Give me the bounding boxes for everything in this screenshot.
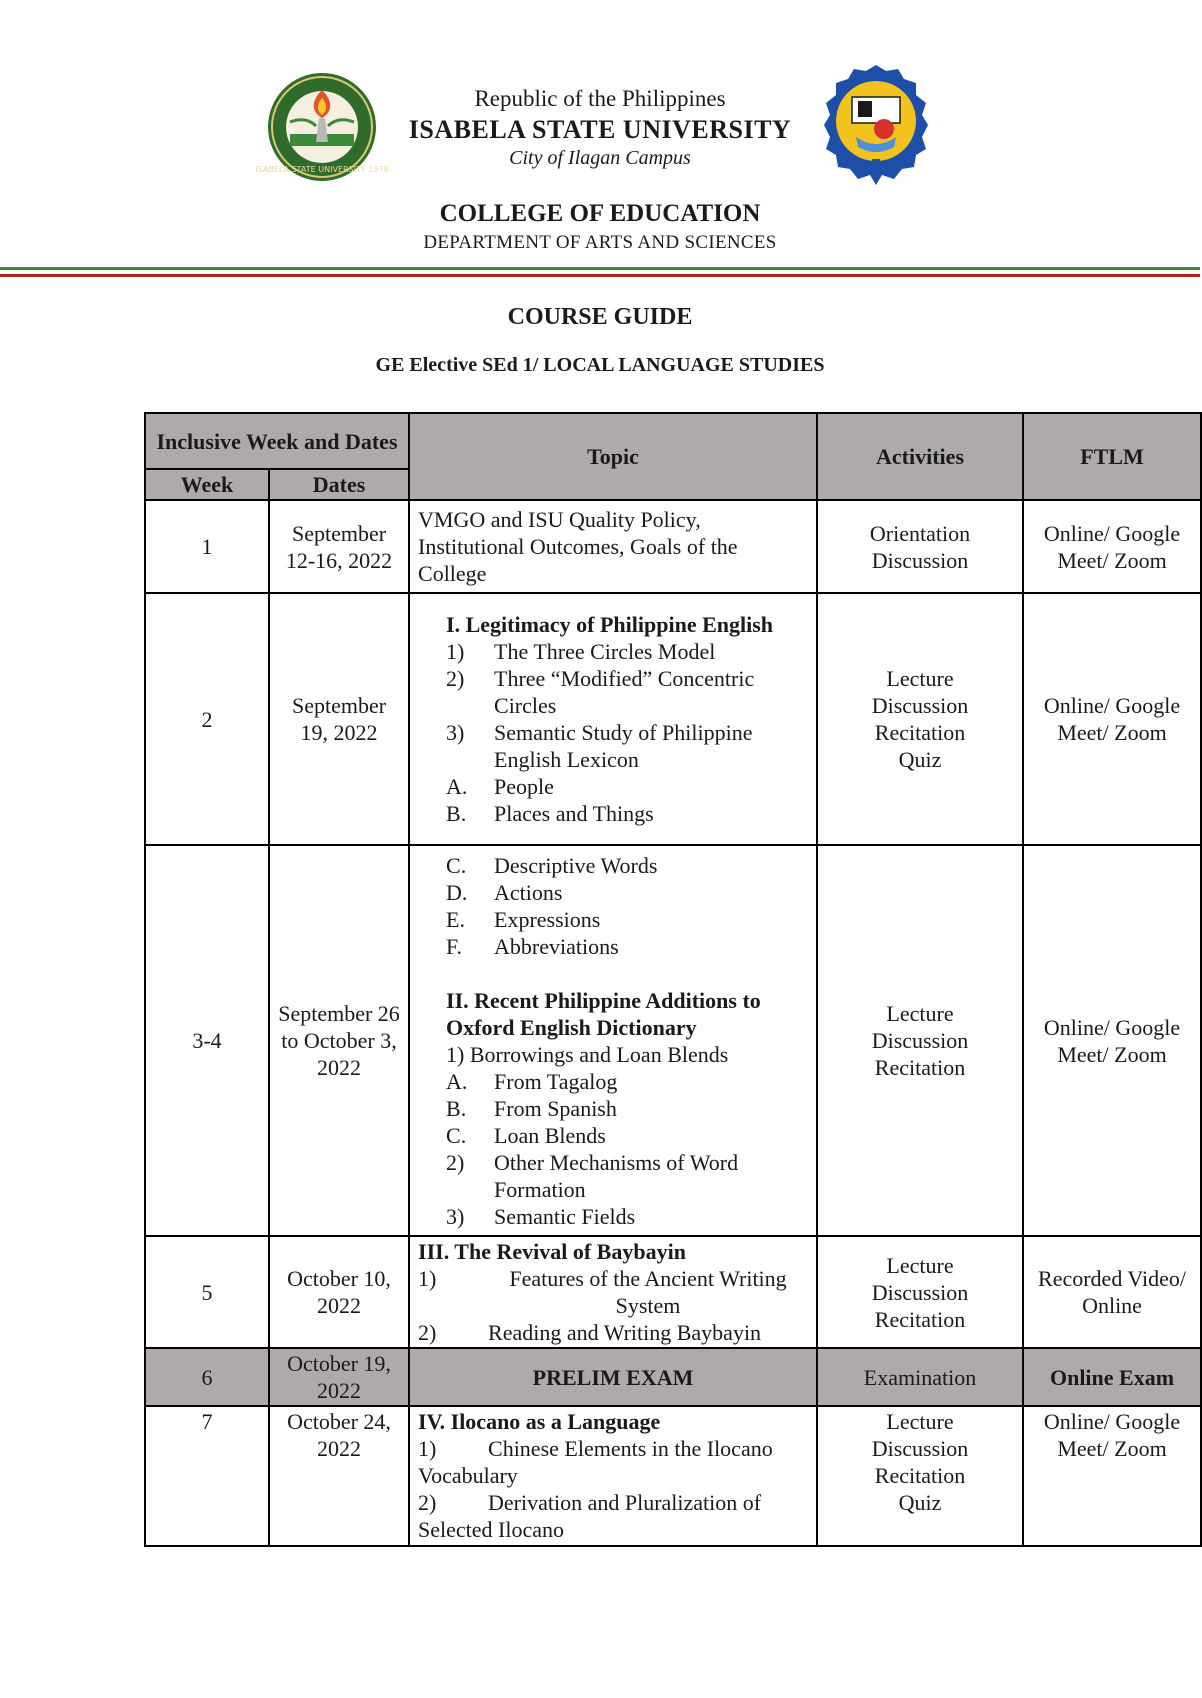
activity-item: Recitation <box>874 720 966 745</box>
header-inclusive-week-dates: Inclusive Week and Dates <box>145 413 409 469</box>
week-cell: 1 <box>145 500 269 593</box>
topic-list <box>446 638 808 827</box>
republic-line: Republic of the Philippines <box>474 86 726 111</box>
list-item: 1) The Three Circles Model <box>446 639 716 664</box>
course-subtitle: GE Elective SEd 1/ LOCAL LANGUAGE STUDIES <box>375 354 825 376</box>
university-name: ISABELA STATE UNIVERSITY <box>408 115 792 144</box>
list-item: C. Loan Blends <box>446 1122 606 1148</box>
campus-name: City of Ilagan Campus <box>509 147 691 169</box>
header-topic: Topic <box>409 413 817 500</box>
list-item: B. Places and Things <box>446 801 654 826</box>
activity-item: Recitation <box>874 1463 966 1488</box>
list-item: A. People <box>446 774 554 799</box>
week-cell: 6 <box>145 1348 269 1406</box>
dates-cell: September 26 to October 3, 2022 <box>269 845 409 1236</box>
red-divider <box>0 274 1200 277</box>
topic-list <box>446 1068 808 1230</box>
header-activities: Activities <box>817 413 1023 500</box>
topic-cell <box>409 1406 817 1546</box>
activities-cell <box>817 845 1023 1236</box>
dates-cell: October 19, 2022 <box>269 1348 409 1406</box>
table-row <box>145 500 1201 593</box>
activity-item: Quiz <box>898 1490 942 1515</box>
activities-cell <box>817 593 1023 845</box>
topic-cell: VMGO and ISU Quality Policy, Institutional Outcomes, Goals of the College <box>409 500 817 593</box>
ftlm-cell: Online/ Google Meet/ Zoom <box>1023 845 1201 1236</box>
seal-year-text: ISABELA STATE UNIVERSITY 1978 <box>255 165 389 174</box>
dates-cell: October 10, 2022 <box>269 1236 409 1348</box>
page-title: COURSE GUIDE <box>507 304 693 330</box>
ftlm-cell: Online Exam <box>1023 1348 1201 1406</box>
table-row <box>145 593 1201 845</box>
list-item: 2) Three “Modified” Concentric Circles <box>446 666 755 718</box>
topic-heading: III. The Revival of Baybayin <box>418 1239 686 1264</box>
table-row <box>145 1406 1201 1546</box>
activities-cell <box>817 1236 1023 1348</box>
list-item: 2) Reading and Writing Baybayin <box>418 1320 762 1345</box>
list-item: B. From Spanish <box>446 1095 617 1121</box>
list-item: 3) Semantic Study of Philippine English Lexicon <box>446 720 753 772</box>
ftlm-cell: Online/ Google Meet/ Zoom <box>1023 593 1201 845</box>
list-item: C. Descriptive Words <box>446 852 658 878</box>
list-item: D. Actions <box>446 879 563 905</box>
topic-cell <box>409 593 817 845</box>
activities-cell: Examination <box>817 1348 1023 1406</box>
activity-item: Orientation <box>869 520 971 546</box>
list-item: 1) Features of the Ancient Writing System <box>418 1266 787 1318</box>
activity-item: Recitation <box>874 1055 966 1080</box>
list-item: E. Expressions <box>446 906 601 932</box>
header-ftlm: FTLM <box>1023 413 1201 500</box>
department-name: DEPARTMENT OF ARTS AND SCIENCES <box>423 232 777 253</box>
activity-item: Quiz <box>898 747 942 772</box>
topic-cell <box>409 1236 817 1348</box>
list-item: 3) Semantic Fields <box>446 1203 636 1229</box>
ftlm-cell: Recorded Video/ Online <box>1023 1236 1201 1348</box>
week-cell: 3-4 <box>145 845 269 1236</box>
table-row <box>145 845 1201 1236</box>
ftlm-cell: Online/ Google Meet/ Zoom <box>1023 1406 1201 1546</box>
list-item: F. Abbreviations <box>446 933 619 959</box>
list-item: 2) Other Mechanisms of Word Formation <box>446 1149 739 1202</box>
topic-list <box>418 1435 808 1543</box>
activities-cell <box>817 1406 1023 1546</box>
activity-item: Lecture <box>886 1409 954 1434</box>
week-cell: 5 <box>145 1236 269 1348</box>
activity-item: Lecture <box>886 1001 954 1026</box>
activity-item: Discussion <box>871 693 969 718</box>
green-divider <box>0 267 1200 270</box>
activity-item: Recitation <box>874 1306 966 1332</box>
topic-heading: II. Recent Philippine Additions to Oxford English Dictionary <box>446 987 761 1040</box>
topic-cell <box>409 845 817 1236</box>
activity-item: Discussion <box>871 547 969 573</box>
week-cell: 2 <box>145 593 269 845</box>
ftlm-cell: Online/ Google Meet/ Zoom <box>1023 500 1201 593</box>
topic-cell: PRELIM EXAM <box>409 1348 817 1406</box>
course-guide-table <box>144 412 1202 1547</box>
topic-line: 1) Borrowings and Loan Blends <box>446 1041 729 1067</box>
topic-list <box>418 1265 808 1346</box>
list-item: 1) Chinese Elements in the Ilocano Vocabulary <box>418 1436 773 1488</box>
topic-heading: IV. Ilocano as a Language <box>418 1409 661 1434</box>
activity-item: Discussion <box>871 1279 969 1305</box>
list-item: 2) Derivation and Pluralization of Selected Ilocano <box>418 1490 762 1542</box>
dates-cell: September 12-16, 2022 <box>269 500 409 593</box>
week-cell: 7 <box>145 1406 269 1546</box>
dates-cell: October 24, 2022 <box>269 1406 409 1546</box>
list-item: A. From Tagalog <box>446 1068 618 1094</box>
table-row <box>145 1348 1201 1406</box>
activity-item: Lecture <box>886 1252 954 1278</box>
topic-heading: I. Legitimacy of Philippine English <box>446 612 774 637</box>
topic-list <box>446 852 808 960</box>
activities-cell <box>817 500 1023 593</box>
header-week: Week <box>145 469 269 500</box>
activity-item: Discussion <box>871 1436 969 1461</box>
table-row <box>145 1236 1201 1348</box>
header-dates: Dates <box>269 469 409 500</box>
activity-item: Lecture <box>886 666 954 691</box>
activity-item: Discussion <box>871 1028 969 1053</box>
dates-cell: September 19, 2022 <box>269 593 409 845</box>
college-name: COLLEGE OF EDUCATION <box>439 200 761 227</box>
